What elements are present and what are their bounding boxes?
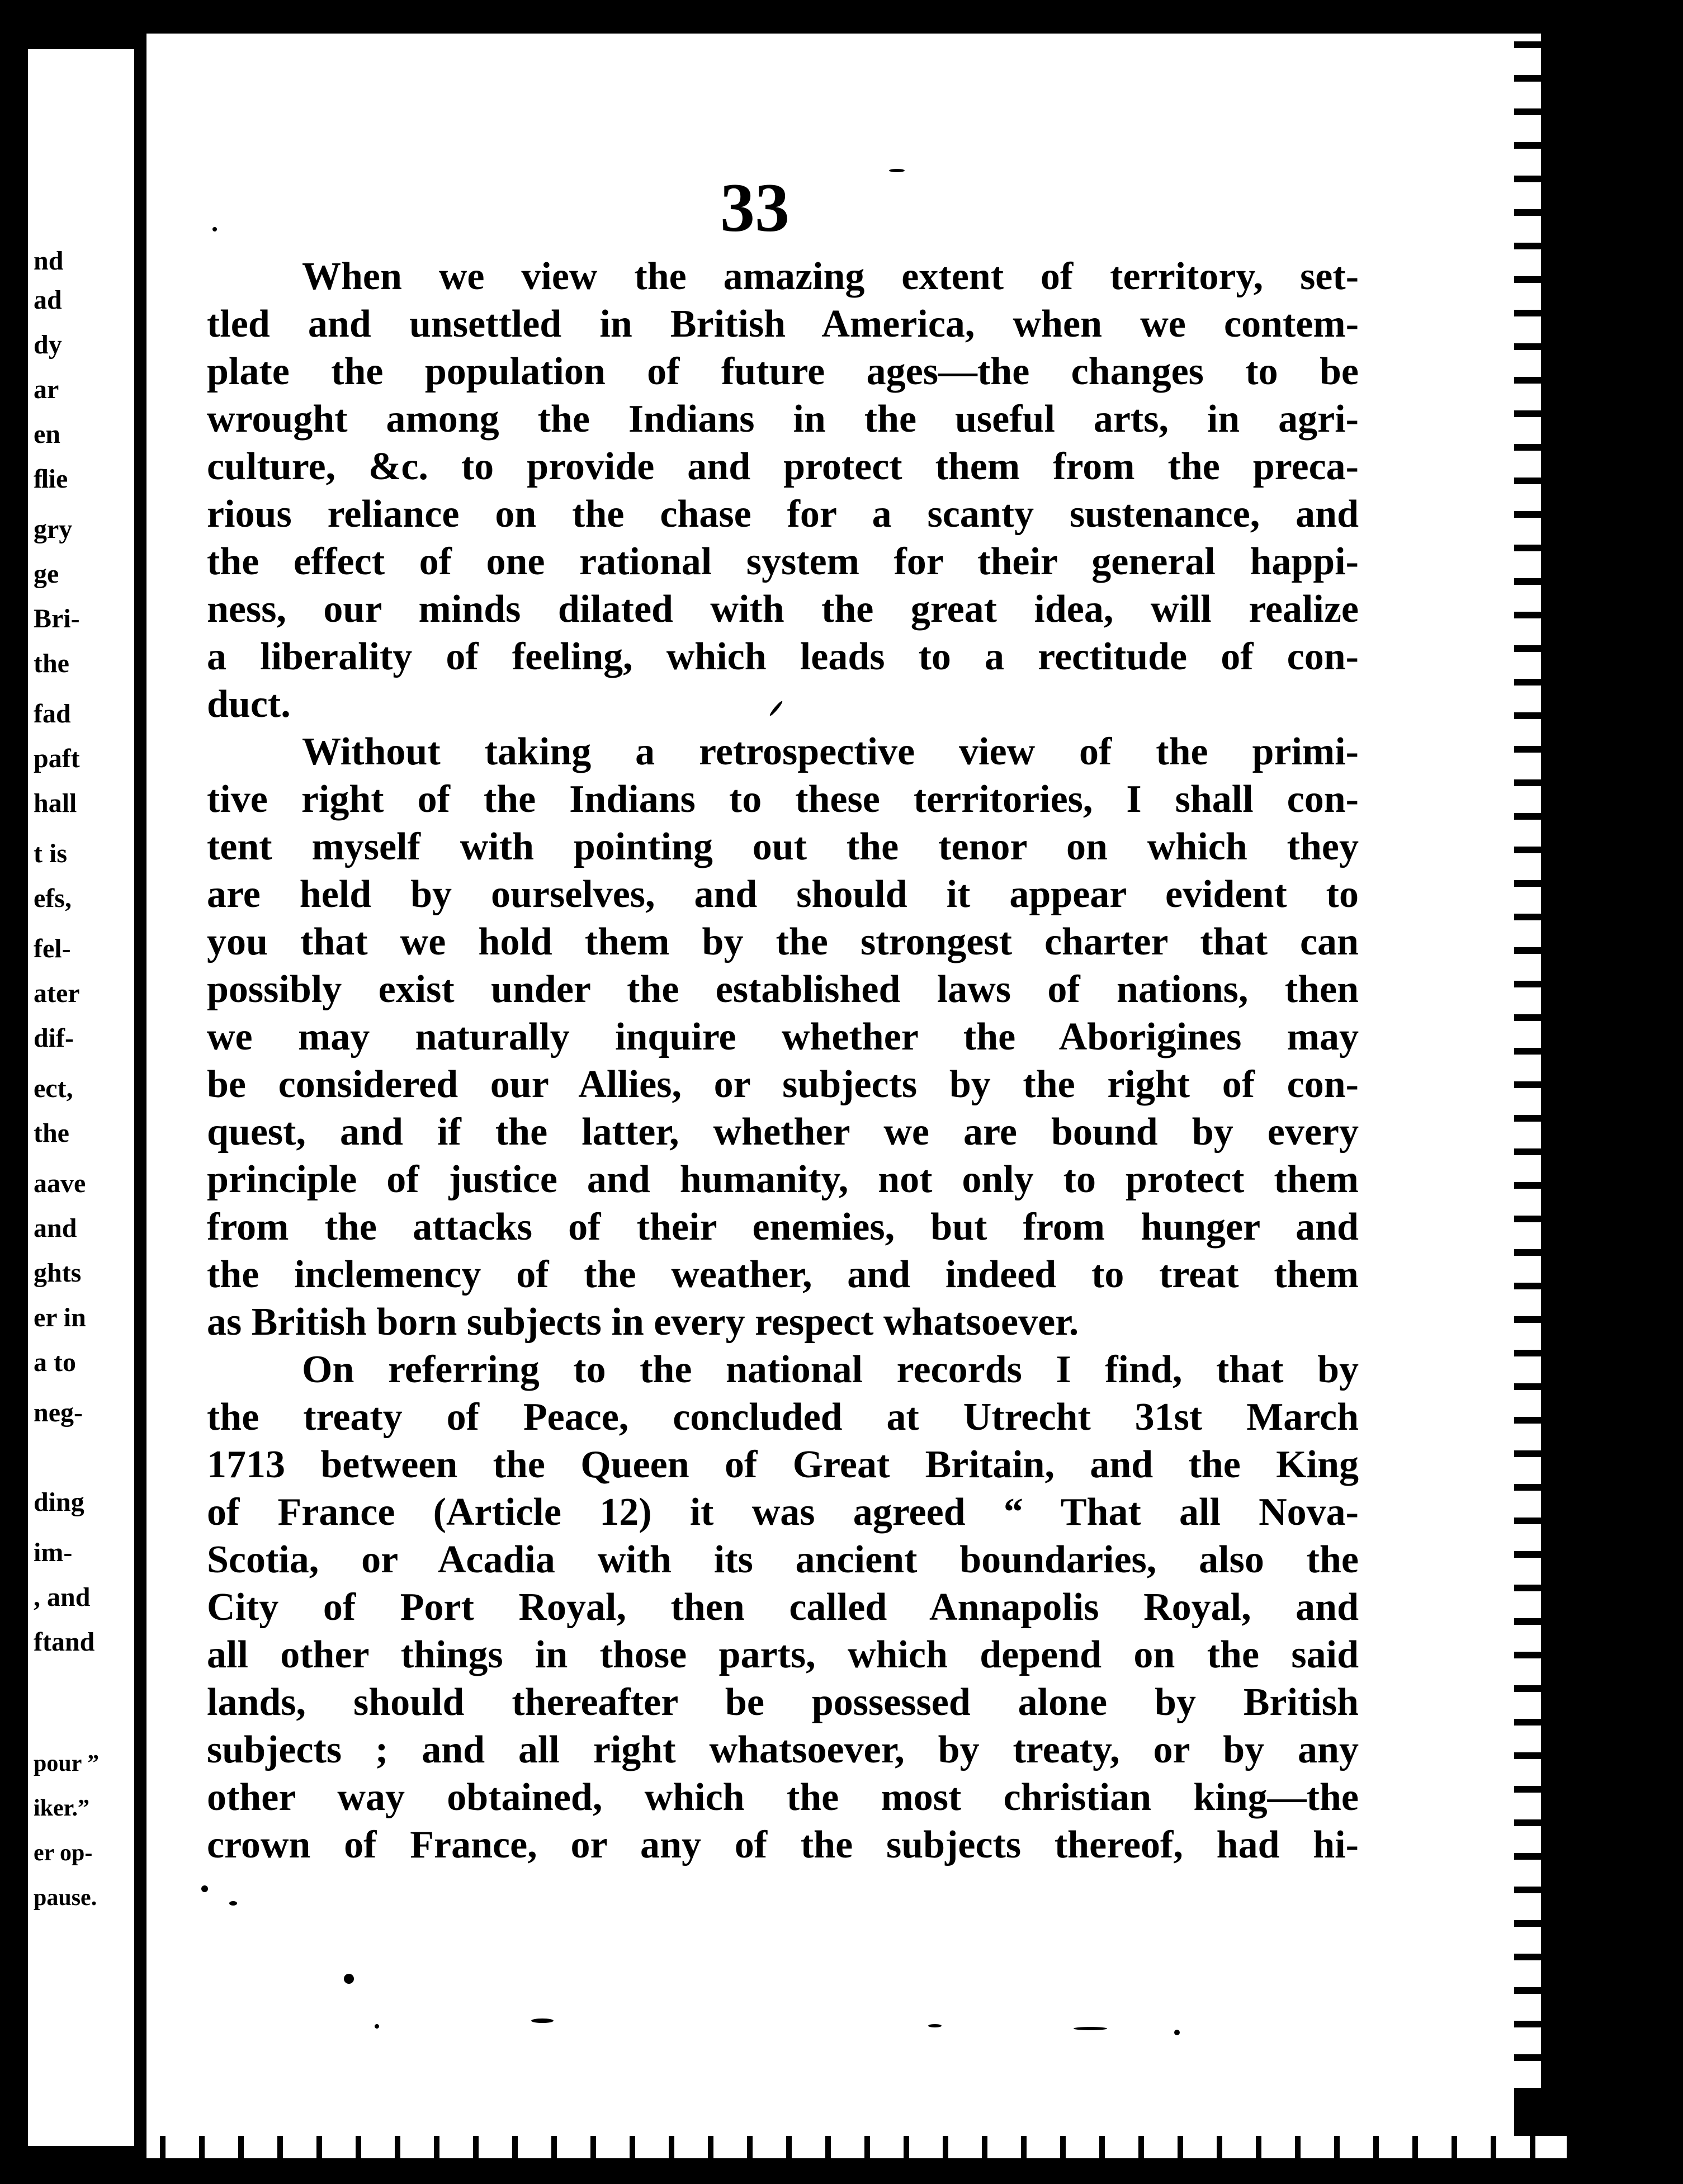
text-line: the effect of one rational system for their general happi- bbox=[207, 540, 1359, 583]
ink-speck bbox=[531, 2018, 554, 2023]
text-line: all other things in those parts, which depend on the said bbox=[207, 1633, 1359, 1676]
page-number: 33 bbox=[720, 169, 790, 246]
text-line: On referring to the national records I find, that by bbox=[302, 1348, 1359, 1391]
margin-fragment: the bbox=[34, 1118, 69, 1148]
text-line: principle of justice and humanity, not only to protect them bbox=[207, 1158, 1359, 1201]
text-line: crown of France, or any of the subjects thereof, had hi- bbox=[207, 1823, 1359, 1866]
text-line: other way obtained, which the most christian king—the bbox=[207, 1776, 1359, 1819]
margin-fragment: and bbox=[34, 1213, 77, 1243]
margin-fragment: iker.” bbox=[34, 1795, 89, 1821]
ink-speck bbox=[889, 169, 905, 172]
adjacent-page-margin bbox=[28, 49, 134, 2146]
text-line: the inclemency of the weather, and indeed to treat them bbox=[207, 1253, 1359, 1296]
text-line: a liberality of feeling, which leads to a rectitude of con- bbox=[207, 635, 1359, 678]
text-line: possibly exist under the established laws of nations, then bbox=[207, 968, 1359, 1011]
ink-speck bbox=[344, 1974, 354, 1984]
text-line: tent myself with pointing out the tenor on which they bbox=[207, 825, 1359, 868]
margin-fragment: er in bbox=[34, 1303, 86, 1332]
margin-fragment: dif- bbox=[34, 1023, 74, 1053]
margin-fragment: ge bbox=[34, 559, 59, 589]
margin-fragment: ect, bbox=[34, 1074, 73, 1103]
margin-fragment: ater bbox=[34, 978, 80, 1008]
margin-fragment: er op- bbox=[34, 1840, 93, 1866]
text-line: culture, &c. to provide and protect them from the preca- bbox=[207, 445, 1359, 488]
text-line: Without taking a retrospective view of the primi- bbox=[302, 730, 1359, 773]
text-line: rious reliance on the chase for a scanty sustenance, and bbox=[207, 493, 1359, 536]
text-line: plate the population of future ages—the changes to be bbox=[207, 350, 1359, 393]
margin-fragment: hall bbox=[34, 788, 77, 818]
margin-fragment: aave bbox=[34, 1169, 86, 1198]
text-line: from the attacks of their enemies, but from hunger and bbox=[207, 1206, 1359, 1249]
text-line: subjects ; and all right whatsoever, by treaty, or by any bbox=[207, 1728, 1359, 1771]
text-line: ness, our minds dilated with the great idea, will realize bbox=[207, 588, 1359, 631]
ink-speck bbox=[928, 2024, 942, 2027]
text-line: tled and unsettled in British America, when we contem- bbox=[207, 302, 1359, 346]
text-line: City of Port Royal, then called Annapolis Royal, and bbox=[207, 1586, 1359, 1629]
text-line: duct. bbox=[207, 683, 291, 726]
margin-fragment: pause. bbox=[34, 1885, 97, 1911]
text-line: tive right of the Indians to these territories, I shall con- bbox=[207, 778, 1359, 821]
margin-fragment: ﬂie bbox=[34, 464, 68, 494]
margin-fragment: gry bbox=[34, 514, 73, 544]
text-line: quest, and if the latter, whether we are bound by every bbox=[207, 1110, 1359, 1154]
text-line: When we view the amazing extent of territory, set- bbox=[302, 255, 1359, 298]
margin-fragment: ad bbox=[34, 285, 62, 315]
text-line: as British born subjects in every respect whatsoever. bbox=[207, 1301, 1079, 1344]
text-line: Scotia, or Acadia with its ancient boundaries, also the bbox=[207, 1538, 1359, 1581]
margin-fragment: a to bbox=[34, 1348, 76, 1377]
margin-fragment: pour ” bbox=[34, 1751, 100, 1776]
text-line: be considered our Allies, or subjects by the right of con- bbox=[207, 1063, 1359, 1106]
ink-speck bbox=[212, 227, 217, 231]
text-line: 1713 between the Queen of Great Britain, and the King bbox=[207, 1443, 1359, 1486]
margin-fragment: dy bbox=[34, 330, 62, 360]
text-line: you that we hold them by the strongest charter that can bbox=[207, 920, 1359, 963]
ink-speck bbox=[1074, 2027, 1107, 2030]
margin-fragment: ftand bbox=[34, 1627, 95, 1657]
text-line: are held by ourselves, and should it appear evident to bbox=[207, 873, 1359, 916]
margin-fragment: ghts bbox=[34, 1258, 82, 1288]
margin-fragment: nd bbox=[34, 246, 64, 276]
margin-fragment: t is bbox=[34, 839, 67, 868]
page-edge-right bbox=[1514, 34, 1541, 2091]
margin-fragment: Bri- bbox=[34, 604, 80, 634]
ink-speck bbox=[229, 1901, 237, 1906]
text-line: of France (Article 12) it was agreed “ That all Nova- bbox=[207, 1491, 1359, 1534]
text-line: the treaty of Peace, concluded at Utrecht 31st March bbox=[207, 1396, 1359, 1439]
margin-fragment: neg- bbox=[34, 1398, 83, 1427]
text-line: wrought among the Indians in the useful arts, in agri- bbox=[207, 398, 1359, 441]
margin-fragment: im- bbox=[34, 1538, 73, 1567]
margin-fragment: en bbox=[34, 419, 60, 449]
text-line: we may naturally inquire whether the Aborigines may bbox=[207, 1015, 1359, 1058]
margin-fragment: fel- bbox=[34, 934, 71, 963]
ink-speck bbox=[1174, 2030, 1180, 2035]
page-edge-bottom bbox=[146, 2136, 1567, 2158]
margin-fragment: fad bbox=[34, 699, 71, 729]
margin-fragment: paft bbox=[34, 744, 80, 773]
margin-fragment: ar bbox=[34, 375, 59, 404]
margin-fragment: , and bbox=[34, 1582, 91, 1612]
ink-speck bbox=[201, 1885, 208, 1892]
ink-speck bbox=[375, 2024, 379, 2029]
margin-fragment: ding bbox=[34, 1487, 84, 1517]
margin-fragment: efs, bbox=[34, 883, 72, 913]
text-line: lands, should thereafter be possessed alone by British bbox=[207, 1681, 1359, 1724]
margin-fragment: the bbox=[34, 649, 69, 678]
